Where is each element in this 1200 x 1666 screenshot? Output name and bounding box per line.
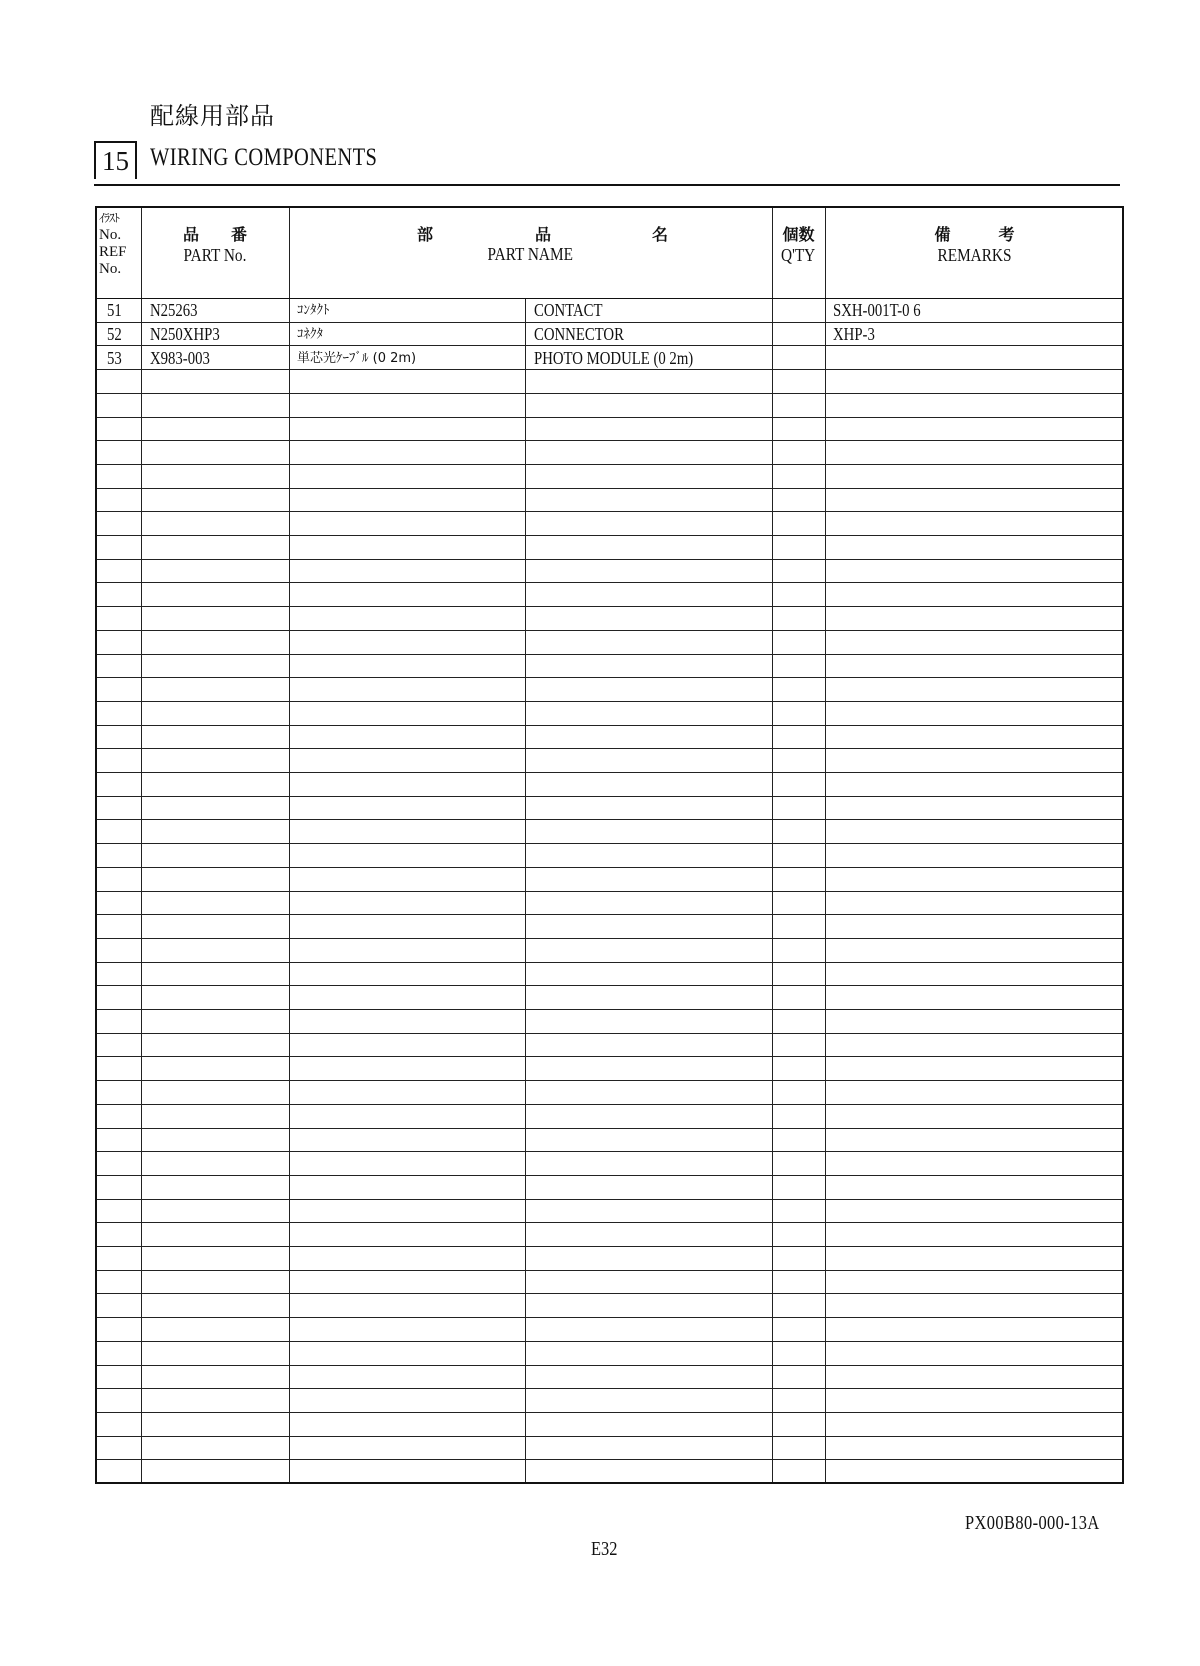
row-rule <box>97 891 1122 892</box>
row-rule <box>97 630 1122 631</box>
row-rule <box>97 1199 1122 1200</box>
header-ref: ｲﾗｽﾄ No. REF No. <box>99 211 127 277</box>
row-rule <box>97 1459 1122 1460</box>
row-rule <box>97 1246 1122 1247</box>
section-title-jp: 配線用部品 <box>150 102 275 130</box>
row-ref: 52 <box>107 324 122 344</box>
row-rule <box>97 488 1122 489</box>
row-rule <box>97 1270 1122 1271</box>
row-name-en: PHOTO MODULE (0 2m) <box>534 348 694 368</box>
row-rule <box>97 725 1122 726</box>
row-remarks: SXH-001T-0 6 <box>833 300 921 320</box>
row-rule <box>97 962 1122 963</box>
row-rule <box>97 1341 1122 1342</box>
row-rule <box>97 677 1122 678</box>
row-part-no: N25263 <box>150 300 198 320</box>
row-rule <box>97 867 1122 868</box>
row-rule <box>97 1056 1122 1057</box>
page-number: E32 <box>591 1538 618 1560</box>
row-rule <box>97 843 1122 844</box>
row-rule <box>97 1222 1122 1223</box>
parts-table <box>95 206 1124 1484</box>
row-qty <box>777 323 823 346</box>
col-divider-ref <box>141 208 142 1482</box>
row-rule <box>97 1436 1122 1437</box>
row-rule <box>97 1388 1122 1389</box>
row-ref: 51 <box>107 300 122 320</box>
row-rule <box>97 393 1122 394</box>
section-title-en: WIRING COMPONENTS <box>150 144 378 171</box>
row-rule <box>97 1009 1122 1010</box>
row-rule <box>97 772 1122 773</box>
row-rule <box>97 748 1122 749</box>
header-part-name: 部 品 名 PART NAME <box>417 225 669 264</box>
col-divider-partno <box>289 208 290 1482</box>
header-part-no: 品 番 PART No. <box>182 225 247 265</box>
row-rule <box>97 1104 1122 1105</box>
row-rule <box>97 1033 1122 1034</box>
row-rule <box>97 1151 1122 1152</box>
row-rule <box>97 1175 1122 1176</box>
row-name-jp: 単芯光ｹｰﾌﾞﾙ (0 2m) <box>297 351 417 366</box>
row-name-en: CONNECTOR <box>534 324 624 344</box>
row-remarks <box>833 347 1123 370</box>
row-rule <box>97 914 1122 915</box>
col-divider-remarks <box>825 208 826 1482</box>
section-number-box: 15 <box>94 141 137 179</box>
row-rule <box>97 535 1122 536</box>
row-rule <box>97 464 1122 465</box>
row-name-jp: ｺﾝﾀｸﾄ <box>297 303 330 318</box>
row-rule <box>97 1412 1122 1413</box>
row-rule <box>97 582 1122 583</box>
table-row <box>97 347 1122 370</box>
row-rule <box>97 559 1122 560</box>
header-remarks: 備 考 REMARKS <box>934 225 1015 265</box>
row-rule <box>97 511 1122 512</box>
row-rule <box>97 1080 1122 1081</box>
row-rule <box>97 606 1122 607</box>
row-rule <box>97 938 1122 939</box>
header-qty: 個数 Q'TY <box>781 225 816 265</box>
row-rule <box>97 819 1122 820</box>
row-rule <box>97 985 1122 986</box>
row-rule <box>97 1317 1122 1318</box>
row-qty <box>777 299 823 322</box>
row-name-jp: ｺﾈｸﾀ <box>297 327 323 342</box>
row-rule <box>97 440 1122 441</box>
document-code: PX00B80-000-13A <box>965 1512 1100 1534</box>
row-rule <box>97 796 1122 797</box>
col-divider-qty <box>772 208 773 1482</box>
row-ref: 53 <box>107 348 122 368</box>
row-rule <box>97 1128 1122 1129</box>
row-name-en: CONTACT <box>534 300 603 320</box>
row-rule <box>97 654 1122 655</box>
row-part-no: X983-003 <box>150 348 210 368</box>
row-rule <box>97 1293 1122 1294</box>
row-rule <box>97 1365 1122 1366</box>
row-remarks: XHP-3 <box>833 324 875 344</box>
row-part-no: N250XHP3 <box>150 324 220 344</box>
table-row <box>97 323 1122 346</box>
row-rule <box>97 701 1122 702</box>
table-row <box>97 299 1122 322</box>
title-rule <box>94 184 1120 186</box>
row-rule <box>97 417 1122 418</box>
row-qty <box>777 347 823 370</box>
